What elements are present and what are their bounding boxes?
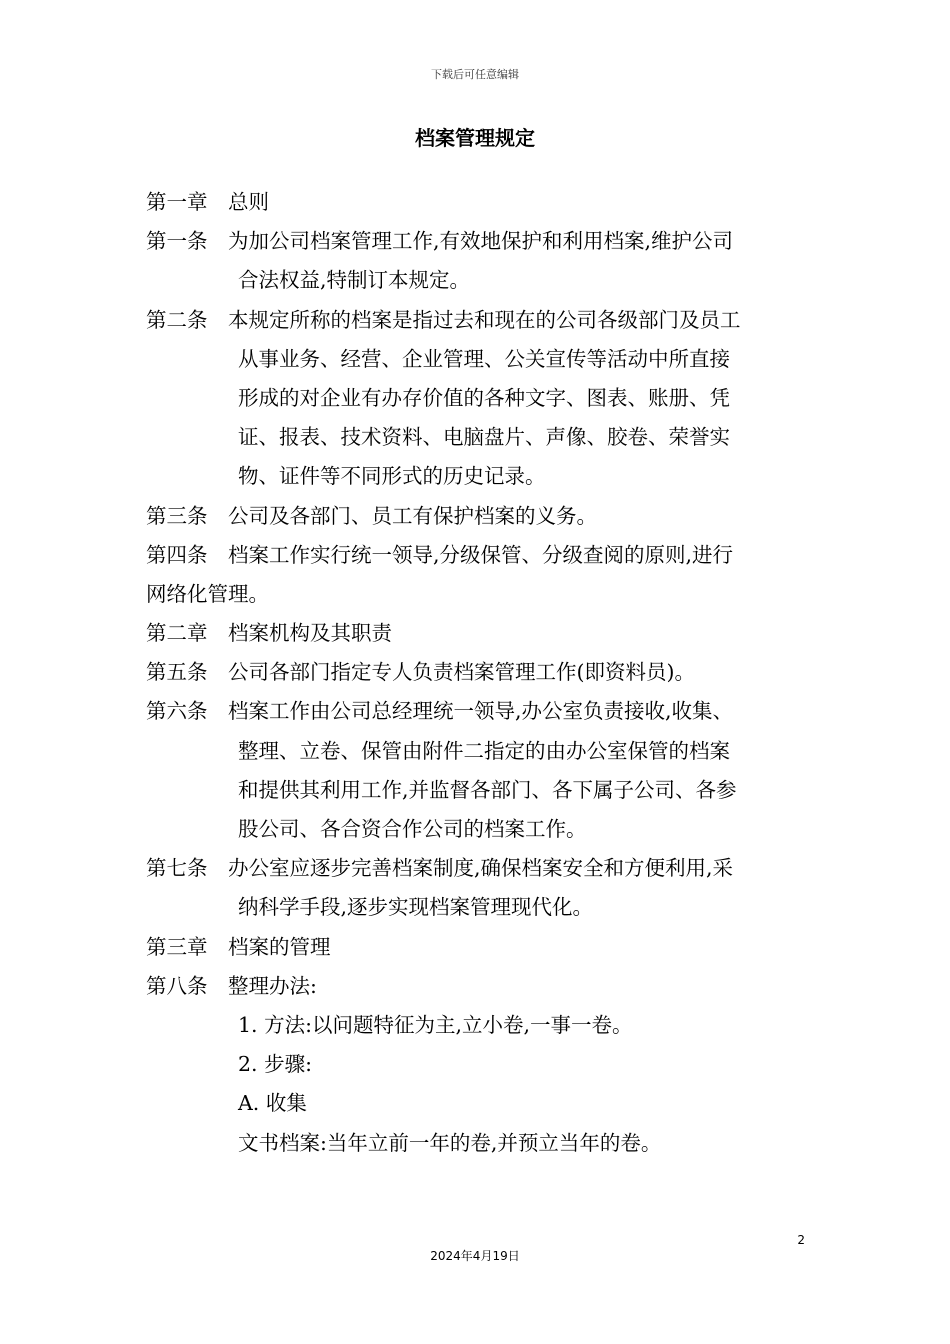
chapter-heading — [146, 614, 826, 653]
continuation-line: 从事业务、经营、企业管理、公关宣传等活动中所直接 — [238, 346, 730, 371]
continuation-line: 形成的对企业有办存价值的各种文字、图表、账册、凭 — [238, 385, 730, 410]
line-label: 第八条 — [146, 973, 208, 998]
continuation-line: 和提供其利用工作,并监督各部门、各下属子公司、各参 — [238, 777, 737, 802]
line-label: 第五条 — [146, 660, 208, 685]
line-text: 为加公司档案管理工作,有效地保护和利用档案,维护公司 — [228, 229, 734, 254]
line-text: 整理办法: — [228, 973, 317, 998]
line-text: 公司及各部门、员工有保护档案的义务。 — [228, 503, 597, 528]
continuation-line: 整理、立卷、保管由附件二指定的由办公室保管的档案 — [238, 738, 730, 763]
article-line — [146, 849, 826, 888]
article-line — [146, 301, 826, 340]
line-label: 第三章 — [146, 934, 208, 959]
footer-date: 2024年4月19日 — [430, 1249, 520, 1263]
line-label: 第二条 — [146, 307, 208, 332]
line-text: 办公室应逐步完善档案制度,确保档案安全和方便利用,采 — [228, 856, 734, 881]
line-label: 第七条 — [146, 856, 208, 881]
list-item: 文书档案:当年立前一年的卷,并预立当年的卷。 — [238, 1130, 662, 1155]
document-title: 档案管理规定 — [415, 126, 535, 150]
article-line — [146, 222, 826, 261]
line-text: 档案的管理 — [228, 934, 331, 959]
line-text: 总则 — [228, 190, 269, 214]
article-line — [146, 536, 826, 575]
chapter-heading — [146, 928, 826, 967]
line-text: 档案机构及其职责 — [228, 621, 392, 646]
continuation-line: 股公司、各合资合作公司的档案工作。 — [238, 817, 587, 841]
page-number: 2 — [797, 1233, 805, 1247]
list-item: 1. 方法:以问题特征为主,立小卷,一事一卷。 — [238, 1012, 633, 1037]
line-text: 本规定所称的档案是指过去和现在的公司各级部门及员工 — [228, 307, 741, 332]
line-text: 档案工作由公司总经理统一领导,办公室负责接收,收集、 — [228, 699, 734, 724]
line-text: 档案工作实行统一领导,分级保管、分级查阅的原则,进行 — [228, 542, 734, 567]
list-item: A. 收集 — [238, 1091, 307, 1116]
line-label: 第一章 — [146, 190, 208, 214]
line-label: 第二章 — [146, 621, 208, 646]
header-note: 下载后可任意编辑 — [431, 68, 519, 81]
line-label: 第四条 — [146, 542, 208, 567]
article-line — [146, 497, 826, 536]
article-line — [146, 653, 826, 692]
document-body — [146, 183, 826, 1163]
article-line — [146, 692, 826, 731]
line-label: 第一条 — [146, 229, 208, 254]
chapter-heading — [146, 183, 826, 222]
line-label: 第六条 — [146, 699, 208, 724]
continuation-line: 证、报表、技术资料、电脑盘片、声像、胶卷、荣誉实 — [238, 425, 730, 450]
line-text: 公司各部门指定专人负责档案管理工作(即资料员)。 — [228, 660, 695, 685]
line-label: 第三条 — [146, 503, 208, 528]
continuation-line: 物、证件等不同形式的历史记录。 — [238, 464, 546, 489]
continuation-line: 网络化管理。 — [146, 581, 269, 606]
continuation-line: 纳科学手段,逐步实现档案管理现代化。 — [238, 895, 594, 920]
list-item: 2. 步骤: — [238, 1052, 312, 1077]
continuation-line: 合法权益,特制订本规定。 — [238, 268, 471, 293]
article-line — [146, 967, 826, 1006]
